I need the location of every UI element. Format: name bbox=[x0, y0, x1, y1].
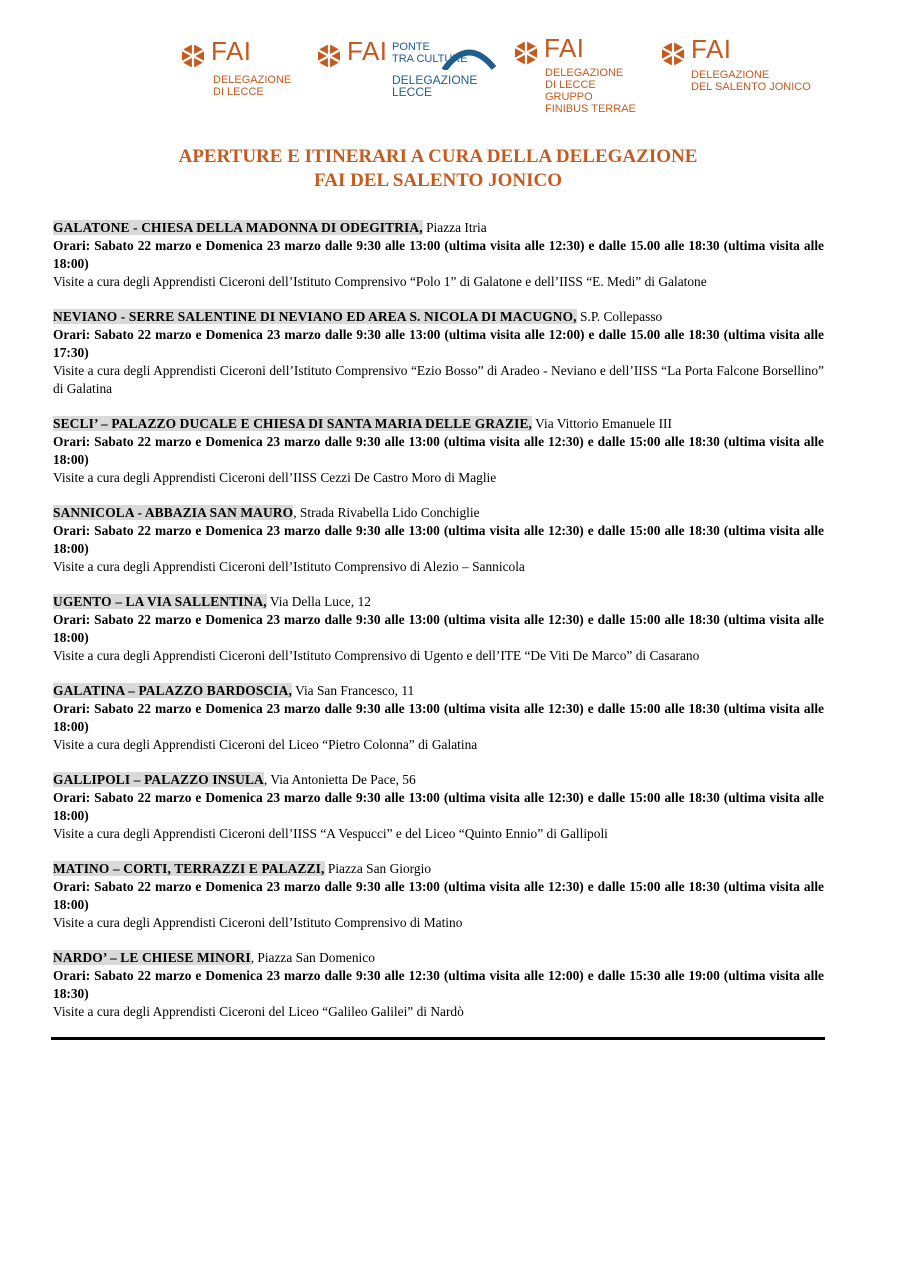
logo-subtitle-line: DI LECCE bbox=[213, 86, 264, 98]
logo-subtitle-line: DI LECCE bbox=[545, 79, 596, 91]
itinerary-entry bbox=[53, 949, 824, 1021]
guide-description: Visite a cura degli Apprendisti Ciceroni del Liceo “Pietro Colonna” di Galatina bbox=[53, 737, 478, 752]
site-address: , Strada Rivabella Lido Conchiglie bbox=[293, 505, 480, 520]
title-line-2: FAI DEL SALENTO JONICO bbox=[314, 170, 562, 191]
opening-hours: Orari: Sabato 22 marzo e Domenica 23 marzo dalle 9:30 alle 13:00 (ultima visita alle 12:30) e dalle 15:00 alle 18:30 (ultima visita alle 18:00) bbox=[53, 434, 824, 467]
logo-subtitle-line: DELEGAZIONE bbox=[213, 74, 292, 86]
opening-hours: Orari: Sabato 22 marzo e Domenica 23 marzo dalle 9:30 alle 13:00 (ultima visita alle 12:30) e dalle 15:00 alle 18:30 (ultima visita alle 18:00) bbox=[53, 790, 824, 823]
logo-bar bbox=[0, 33, 908, 120]
itinerary-list bbox=[53, 219, 824, 1038]
site-name: MATINO – CORTI, TERRAZZI E PALAZZI, bbox=[53, 861, 325, 876]
fai-wordmark: FAI bbox=[211, 36, 252, 66]
site-name: NEVIANO - SERRE SALENTINE DI NEVIANO ED AREA S. NICOLA DI MACUGNO, bbox=[53, 309, 577, 324]
itinerary-entry bbox=[53, 308, 824, 398]
site-name: SECLI’ – PALAZZO DUCALE E CHIESA DI SANTA MARIA DELLE GRAZIE, bbox=[53, 416, 533, 431]
fai-mark-icon bbox=[316, 43, 342, 69]
site-name: GALATONE - CHIESA DELLA MADONNA DI ODEGITRIA, bbox=[53, 220, 423, 235]
guide-description: Visite a cura degli Apprendisti Ciceroni dell’Istituto Comprensivo di Matino bbox=[53, 915, 463, 930]
itinerary-entry bbox=[53, 504, 824, 576]
logo-subtitle-line: DELEGAZIONE bbox=[392, 73, 478, 87]
guide-description: Visite a cura degli Apprendisti Ciceroni dell’IISS Cezzi De Castro Moro di Maglie bbox=[53, 470, 497, 485]
site-address: Via San Francesco, 11 bbox=[291, 683, 415, 698]
site-name: GALATINA – PALAZZO BARDOSCIA, bbox=[53, 683, 292, 698]
site-address: , Via Antonietta De Pace, 56 bbox=[263, 772, 416, 787]
site-name: GALLIPOLI – PALAZZO INSULA bbox=[53, 772, 264, 787]
site-address: S.P. Collepasso bbox=[576, 309, 663, 324]
itinerary-entry bbox=[53, 219, 824, 291]
site-address: Via Vittorio Emanuele III bbox=[532, 416, 672, 431]
site-address: Piazza Itria bbox=[422, 220, 487, 235]
bridge-arch-icon bbox=[440, 42, 496, 70]
site-name: SANNICOLA - ABBAZIA SAN MAURO bbox=[53, 505, 294, 520]
guide-description: Visite a cura degli Apprendisti Ciceroni dell’Istituto Comprensivo “Ezio Bosso” di Aradeo - Neviano e dell’IISS “La Porta Falcone Borsellino” di Galatina bbox=[53, 363, 824, 396]
site-name: NARDO’ – LE CHIESE MINORI bbox=[53, 950, 251, 965]
site-name: UGENTO – LA VIA SALLENTINA, bbox=[53, 594, 267, 609]
logo-subtitle-line: DELEGAZIONE bbox=[691, 69, 770, 81]
site-address: Piazza San Giorgio bbox=[324, 861, 432, 876]
bottom-divider bbox=[51, 1037, 825, 1040]
logo-subtitle-line: DELEGAZIONE bbox=[545, 67, 624, 79]
ponte-label: PONTE bbox=[392, 41, 430, 53]
itinerary-entry bbox=[53, 860, 824, 932]
opening-hours: Orari: Sabato 22 marzo e Domenica 23 marzo dalle 9:30 alle 12:30 (ultima visita alle 12:00) e dalle 15:30 alle 19:00 (ultima visita alle 18:30) bbox=[53, 968, 824, 1001]
logo-subtitle-line: FINIBUS TERRAE bbox=[545, 103, 636, 115]
opening-hours: Orari: Sabato 22 marzo e Domenica 23 marzo dalle 9:30 alle 13:00 (ultima visita alle 12:30) e dalle 15:00 alle 18:30 (ultima visita alle 18:00) bbox=[53, 523, 824, 556]
guide-description: Visite a cura degli Apprendisti Ciceroni dell’Istituto Comprensivo “Polo 1” di Galatone e dell’IISS “E. Medi” di Galatone bbox=[53, 274, 707, 289]
itinerary-entry bbox=[53, 593, 824, 665]
opening-hours: Orari: Sabato 22 marzo e Domenica 23 marzo dalle 9:30 alle 13:00 (ultima visita alle 12:30) e dalle 15.00 alle 18:30 (ultima visita alle 18:00) bbox=[53, 238, 824, 271]
logo-subtitle-line: LECCE bbox=[392, 85, 433, 99]
itinerary-entry bbox=[53, 415, 824, 487]
site-address: , Piazza San Domenico bbox=[250, 950, 375, 965]
opening-hours: Orari: Sabato 22 marzo e Domenica 23 marzo dalle 9:30 alle 13:00 (ultima visita alle 12:00) e dalle 15.00 alle 18:30 (ultima visita alle 17:30) bbox=[53, 327, 824, 360]
fai-mark-icon bbox=[660, 41, 686, 67]
guide-description: Visite a cura degli Apprendisti Ciceroni dell’IISS “A Vespucci” e del Liceo “Quinto Ennio” di Gallipoli bbox=[53, 826, 608, 841]
fai-mark-icon bbox=[180, 43, 206, 69]
fai-wordmark: FAI bbox=[347, 36, 388, 66]
fai-wordmark: FAI bbox=[691, 34, 732, 64]
opening-hours: Orari: Sabato 22 marzo e Domenica 23 marzo dalle 9:30 alle 13:00 (ultima visita alle 12:30) e dalle 15:00 alle 18:30 (ultima visita alle 18:00) bbox=[53, 879, 824, 912]
opening-hours: Orari: Sabato 22 marzo e Domenica 23 marzo dalle 9:30 alle 13:00 (ultima visita alle 12:30) e dalle 15:00 alle 18:30 (ultima visita alle 18:00) bbox=[53, 701, 824, 734]
title-line-1: APERTURE E ITINERARI A CURA DELLA DELEGAZIONE bbox=[178, 146, 698, 167]
guide-description: Visite a cura degli Apprendisti Ciceroni del Liceo “Galileo Galilei” di Nardò bbox=[53, 1004, 464, 1019]
opening-hours: Orari: Sabato 22 marzo e Domenica 23 marzo dalle 9:30 alle 13:00 (ultima visita alle 12:30) e dalle 15:00 alle 18:30 (ultima visita alle 18:00) bbox=[53, 612, 824, 645]
document-title bbox=[0, 145, 876, 193]
guide-description: Visite a cura degli Apprendisti Ciceroni dell’Istituto Comprensivo di Ugento e dell’ITE “De Viti De Marco” di Casarano bbox=[53, 648, 700, 663]
itinerary-entry bbox=[53, 771, 824, 843]
logo-subtitle-line: GRUPPO bbox=[545, 91, 593, 103]
logo-subtitle-line: DEL SALENTO JONICO bbox=[691, 81, 811, 93]
guide-description: Visite a cura degli Apprendisti Ciceroni dell’Istituto Comprensivo di Alezio – Sannicola bbox=[53, 559, 525, 574]
site-address: Via Della Luce, 12 bbox=[266, 594, 371, 609]
tra-culture-label: TRA CULTURE bbox=[392, 53, 468, 65]
fai-wordmark: FAI bbox=[544, 33, 585, 63]
itinerary-entry bbox=[53, 682, 824, 754]
fai-mark-icon bbox=[513, 40, 539, 66]
